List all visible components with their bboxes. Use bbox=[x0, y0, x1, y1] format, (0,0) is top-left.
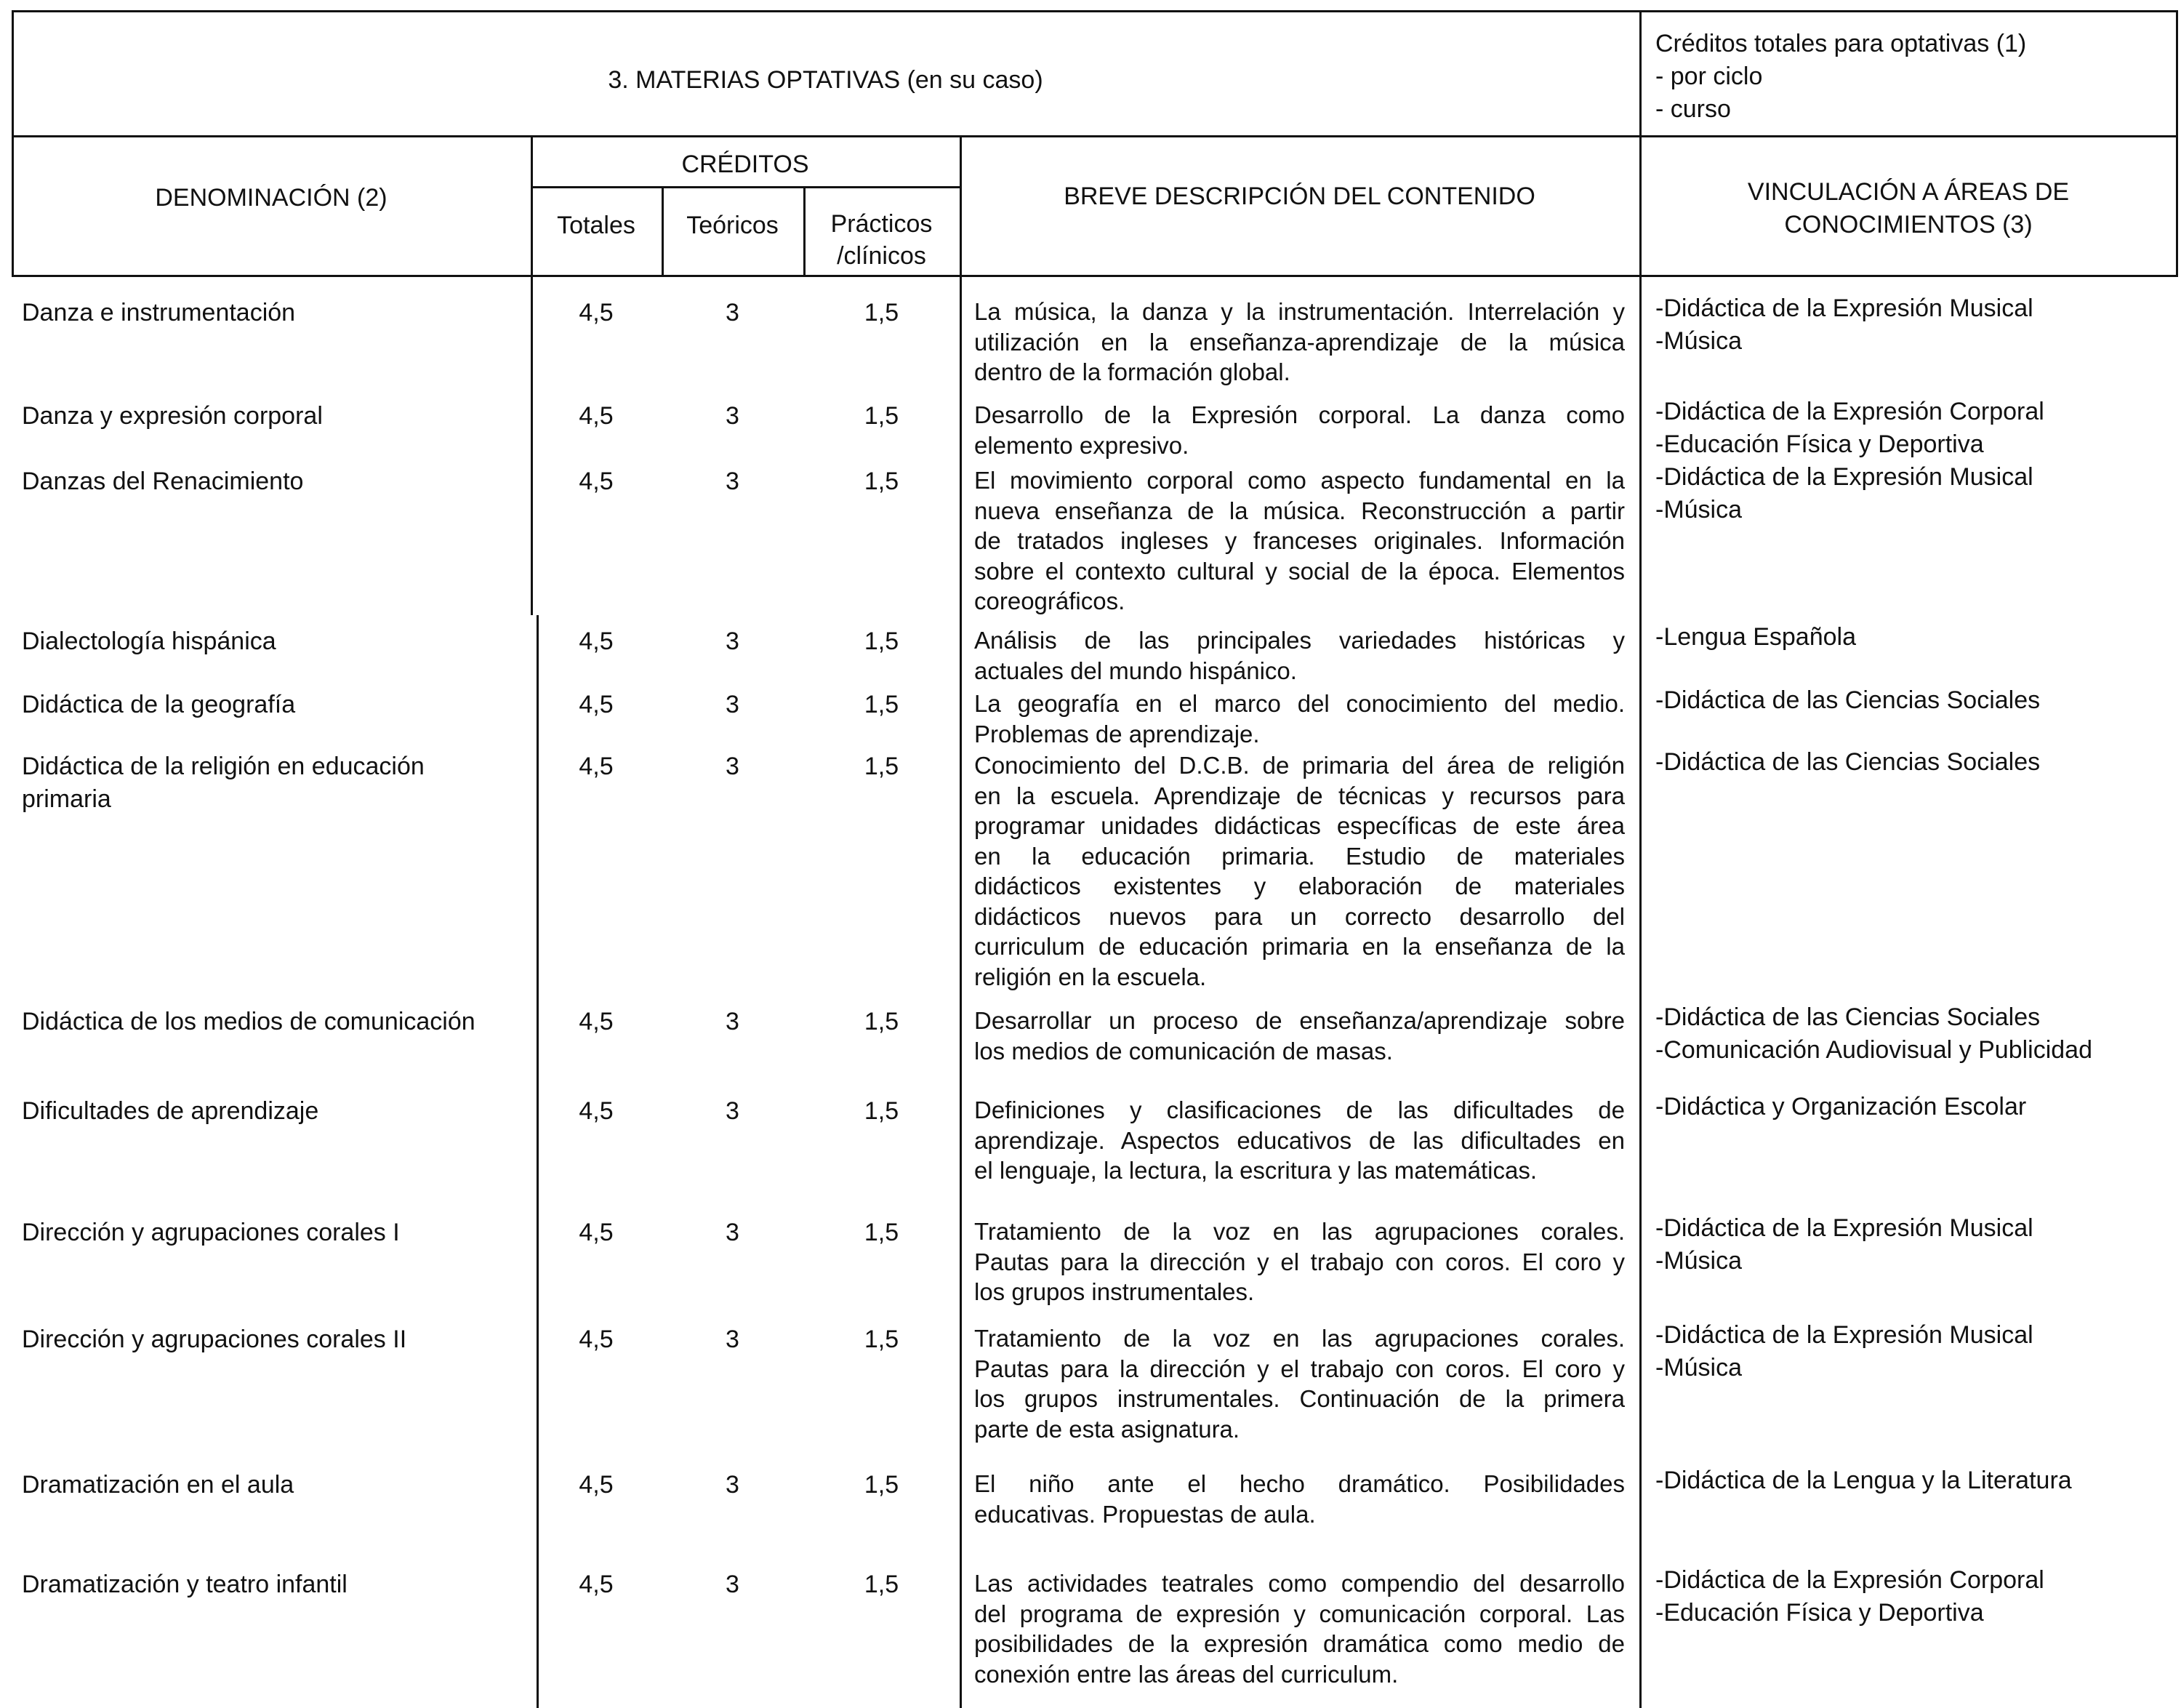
subject-name-line: Dramatización y teatro infantil bbox=[22, 1571, 348, 1598]
knowledge-area: -Didáctica de la Expresión Musical bbox=[1655, 1321, 2033, 1349]
description-line: Tratamiento de la voz en las agrupaciones corales. bbox=[974, 1325, 1625, 1352]
credits-practicos: 1,5 bbox=[864, 468, 899, 495]
description-line: Las actividades teatrales como compendio del desarrollo bbox=[974, 1570, 1625, 1597]
description-line: sobre el contexto cultural y social de la época. Elementos bbox=[974, 557, 1625, 585]
header-bottom-border bbox=[12, 275, 2178, 277]
description-line: didácticos nuevos para un correcto desarrollo del bbox=[974, 902, 1625, 930]
description-line: religión en la escuela. bbox=[974, 963, 1207, 990]
knowledge-area: -Didáctica de la Lengua y la Literatura bbox=[1655, 1467, 2072, 1494]
description-line: Definiciones y clasificaciones de las dificultades de bbox=[974, 1096, 1625, 1123]
subject-name bbox=[22, 689, 523, 721]
subject-name bbox=[22, 297, 523, 329]
knowledge-area: -Educación Física y Deportiva bbox=[1655, 430, 1984, 458]
description-line: El movimiento corporal como aspecto fundamental en la bbox=[974, 467, 1625, 494]
knowledge-area: -Música bbox=[1655, 1354, 1743, 1382]
knowledge-area: -Didáctica de las Ciencias Sociales bbox=[1655, 748, 2041, 776]
subject-name-line: Danzas del Renacimiento bbox=[22, 468, 304, 495]
credits-practicos: 1,5 bbox=[864, 691, 899, 718]
credits-practicos: 1,5 bbox=[864, 753, 899, 780]
description-line: dentro de la formación global. bbox=[974, 358, 1290, 385]
content-description bbox=[974, 1216, 1625, 1307]
knowledge-area: -Música bbox=[1655, 496, 1743, 524]
content-description bbox=[974, 1095, 1625, 1186]
content-description bbox=[974, 625, 1625, 686]
subject-name bbox=[22, 400, 523, 433]
description-line: aprendizaje. Aspectos educativos de las dificultades en bbox=[974, 1126, 1625, 1154]
description-line: nueva enseñanza de la música. Reconstrucción a partir bbox=[974, 497, 1625, 524]
left-border bbox=[12, 10, 14, 276]
description-line: educativas. Propuestas de aula. bbox=[974, 1500, 1316, 1528]
subject-name-line: Didáctica de la geografía bbox=[22, 691, 296, 718]
credits-practicos: 1,5 bbox=[864, 299, 899, 326]
credits-practicos: 1,5 bbox=[864, 1571, 899, 1598]
credits-practicos: 1,5 bbox=[864, 402, 899, 430]
content-description bbox=[974, 465, 1625, 617]
knowledge-areas bbox=[1655, 746, 2175, 779]
col-practicos-line: Prácticos bbox=[830, 210, 933, 238]
header-divider bbox=[12, 135, 2178, 137]
description-line: elemento expresivo. bbox=[974, 431, 1189, 459]
col-vinculacion-line: CONOCIMIENTOS (3) bbox=[1784, 211, 2033, 238]
col-creditos-border bbox=[960, 135, 962, 1708]
subject-name bbox=[22, 465, 523, 498]
subject-name-line: primaria bbox=[22, 785, 111, 813]
content-description bbox=[974, 1469, 1625, 1529]
col-creditos-header: CRÉDITOS bbox=[681, 151, 809, 178]
knowledge-areas bbox=[1655, 1001, 2175, 1067]
description-line: en la educación primaria. Estudio de materiales bbox=[974, 842, 1625, 870]
description-line: El niño ante el hecho dramático. Posibilidades bbox=[974, 1470, 1625, 1497]
credits-teoricos: 3 bbox=[726, 1471, 739, 1499]
knowledge-areas bbox=[1655, 1212, 2175, 1278]
subject-name-line: Dramatización en el aula bbox=[22, 1471, 294, 1499]
credits-totales: 4,5 bbox=[579, 1097, 614, 1125]
knowledge-area: -Música bbox=[1655, 327, 1743, 355]
col-denominacion-header: DENOMINACIÓN (2) bbox=[155, 184, 387, 212]
credits-totales: 4,5 bbox=[579, 628, 614, 655]
credits-totales: 4,5 bbox=[579, 1571, 614, 1598]
subject-name bbox=[22, 750, 523, 816]
description-line: didácticos existentes y elaboración de materiales bbox=[974, 873, 1625, 899]
content-description bbox=[974, 400, 1625, 460]
col-denominacion-border bbox=[531, 135, 533, 615]
description-line: posibilidades de la expresión dramática como medio de bbox=[974, 1630, 1625, 1657]
credits-practicos: 1,5 bbox=[864, 1326, 899, 1353]
description-line: parte de esta asignatura. bbox=[974, 1415, 1240, 1443]
description-line: los grupos instrumentales. bbox=[974, 1278, 1255, 1305]
credits-box bbox=[1655, 28, 2164, 126]
credits-teoricos: 3 bbox=[726, 299, 739, 326]
subject-name-line: Danza y expresión corporal bbox=[22, 402, 323, 430]
knowledge-area: -Didáctica de las Ciencias Sociales bbox=[1655, 686, 2041, 714]
content-description bbox=[974, 1568, 1625, 1689]
subject-name bbox=[22, 1006, 523, 1038]
knowledge-area: -Lengua Española bbox=[1655, 623, 1857, 651]
credits-teoricos: 3 bbox=[726, 1326, 739, 1353]
knowledge-areas bbox=[1655, 292, 2175, 358]
content-description bbox=[974, 689, 1625, 749]
description-line: en la escuela. Aprendizaje de técnicas y recursos para bbox=[974, 782, 1625, 809]
col-descripcion-header: BREVE DESCRIPCIÓN DEL CONTENIDO bbox=[1064, 183, 1535, 210]
description-line: Problemas de aprendizaje. bbox=[974, 720, 1260, 747]
credits-practicos: 1,5 bbox=[864, 1008, 899, 1035]
description-line: Análisis de las principales variedades históricas y bbox=[974, 627, 1625, 654]
col-vinculacion-line: VINCULACIÓN A ÁREAS DE bbox=[1747, 178, 2070, 206]
knowledge-areas bbox=[1655, 1564, 2175, 1629]
content-description bbox=[974, 750, 1625, 992]
knowledge-areas bbox=[1655, 684, 2175, 717]
credits-teoricos: 3 bbox=[726, 628, 739, 655]
col-teoricos-header: Teóricos bbox=[686, 212, 779, 239]
credits-teoricos: 3 bbox=[726, 753, 739, 780]
table-top-border bbox=[12, 10, 2178, 12]
knowledge-areas bbox=[1655, 396, 2175, 461]
credits-totales: 4,5 bbox=[579, 691, 614, 718]
credits-box-line: - curso bbox=[1655, 95, 1731, 123]
description-line: los grupos instrumentales. Continuación de la primera bbox=[974, 1385, 1625, 1412]
credits-teoricos: 3 bbox=[726, 691, 739, 718]
credits-practicos: 1,5 bbox=[864, 1097, 899, 1125]
knowledge-areas bbox=[1655, 461, 2175, 526]
credits-teoricos: 3 bbox=[726, 1008, 739, 1035]
knowledge-area: -Comunicación Audiovisual y Publicidad bbox=[1655, 1036, 2092, 1064]
description-line: Desarrollo de la Expresión corporal. La danza como bbox=[974, 401, 1625, 428]
knowledge-area: -Didáctica de la Expresión Corporal bbox=[1655, 398, 2044, 425]
description-line: La música, la danza y la instrumentación. Interrelación y bbox=[974, 298, 1625, 325]
subject-name-line: Dialectología hispánica bbox=[22, 628, 276, 655]
credits-totales: 4,5 bbox=[579, 299, 614, 326]
subject-name bbox=[22, 1095, 523, 1128]
knowledge-area: -Didáctica de la Expresión Musical bbox=[1655, 1214, 2033, 1242]
subject-name bbox=[22, 1568, 523, 1601]
subject-name bbox=[22, 1323, 523, 1356]
description-line: utilización en la enseñanza-aprendizaje de la música bbox=[974, 328, 1625, 356]
col-totales-header: Totales bbox=[557, 212, 635, 239]
subject-name-line: Didáctica de los medios de comunicación bbox=[22, 1008, 475, 1035]
credits-box-line: - por ciclo bbox=[1655, 63, 1763, 90]
knowledge-area: -Didáctica de la Expresión Corporal bbox=[1655, 1566, 2044, 1594]
credits-totales: 4,5 bbox=[579, 753, 614, 780]
credits-practicos: 1,5 bbox=[864, 628, 899, 655]
credits-totales: 4,5 bbox=[579, 1008, 614, 1035]
description-line: del programa de expresión y comunicación corporal. Las bbox=[974, 1600, 1625, 1627]
description-line: actuales del mundo hispánico. bbox=[974, 657, 1297, 684]
knowledge-area: -Música bbox=[1655, 1247, 1743, 1275]
description-line: Pautas para la dirección y el trabajo con coros. El coro y bbox=[974, 1248, 1625, 1275]
subject-name-line: Dirección y agrupaciones corales II bbox=[22, 1326, 407, 1353]
subject-name bbox=[22, 1469, 523, 1501]
credits-teoricos: 3 bbox=[726, 1571, 739, 1598]
credits-practicos: 1,5 bbox=[864, 1471, 899, 1499]
description-line: los medios de comunicación de masas. bbox=[974, 1037, 1393, 1065]
credits-totales: 4,5 bbox=[579, 1471, 614, 1499]
description-line: La geografía en el marco del conocimiento del medio. bbox=[974, 690, 1625, 717]
credits-box-border bbox=[1639, 10, 1642, 1708]
subject-name-line: Didáctica de la religión en educación bbox=[22, 753, 425, 780]
credits-teoricos: 3 bbox=[726, 1097, 739, 1125]
subject-name-line: Dificultades de aprendizaje bbox=[22, 1097, 319, 1125]
knowledge-areas bbox=[1655, 1091, 2175, 1123]
credits-teoricos: 3 bbox=[726, 1219, 739, 1246]
credits-teoricos: 3 bbox=[726, 402, 739, 430]
subject-name-line: Dirección y agrupaciones corales I bbox=[22, 1219, 400, 1246]
knowledge-areas bbox=[1655, 621, 2175, 654]
knowledge-areas bbox=[1655, 1464, 2175, 1497]
subject-name bbox=[22, 1216, 523, 1249]
subject-name bbox=[22, 625, 523, 658]
section-title: 3. MATERIAS OPTATIVAS (en su caso) bbox=[608, 66, 1043, 94]
credits-totales: 4,5 bbox=[579, 468, 614, 495]
knowledge-area: -Educación Física y Deportiva bbox=[1655, 1599, 1984, 1627]
knowledge-area: -Didáctica y Organización Escolar bbox=[1655, 1093, 2027, 1120]
credits-practicos: 1,5 bbox=[864, 1219, 899, 1246]
credits-box-line: Créditos totales para optativas (1) bbox=[1655, 30, 2027, 57]
knowledge-area: -Didáctica de la Expresión Musical bbox=[1655, 463, 2033, 491]
description-line: programar unidades didácticas específicas de este área bbox=[974, 812, 1625, 839]
description-line: Desarrollar un proceso de enseñanza/aprendizaje sobre bbox=[974, 1007, 1625, 1034]
credits-totales: 4,5 bbox=[579, 402, 614, 430]
subject-name-line: Danza e instrumentación bbox=[22, 299, 296, 326]
description-line: curriculum de educación primaria en la enseñanza de la bbox=[974, 933, 1625, 960]
col-practicos-header bbox=[803, 208, 960, 272]
content-description bbox=[974, 297, 1625, 388]
description-line: Conocimiento del D.C.B. de primaria del área de religión bbox=[974, 752, 1625, 779]
description-line: de tratados ingleses y franceses originales. Información bbox=[974, 527, 1625, 554]
description-line: conexión entre las áreas del curriculum. bbox=[974, 1660, 1399, 1688]
knowledge-area: -Didáctica de las Ciencias Sociales bbox=[1655, 1003, 2041, 1031]
col-vinculacion-header bbox=[1639, 176, 2177, 241]
col-practicos-line: /clínicos bbox=[837, 242, 926, 270]
content-description bbox=[974, 1006, 1625, 1066]
description-line: Tratamiento de la voz en las agrupaciones corales. bbox=[974, 1218, 1625, 1245]
description-line: Pautas para la dirección y el trabajo con coros. El coro y bbox=[974, 1355, 1625, 1382]
knowledge-area: -Didáctica de la Expresión Musical bbox=[1655, 294, 2033, 322]
creditos-divider bbox=[531, 186, 960, 188]
credits-teoricos: 3 bbox=[726, 468, 739, 495]
content-description bbox=[974, 1323, 1625, 1444]
credits-totales: 4,5 bbox=[579, 1326, 614, 1353]
knowledge-areas bbox=[1655, 1319, 2175, 1384]
description-line: el lenguaje, la lectura, la escritura y las matemáticas. bbox=[974, 1157, 1538, 1184]
description-line: coreográficos. bbox=[974, 588, 1125, 614]
credits-totales: 4,5 bbox=[579, 1219, 614, 1246]
